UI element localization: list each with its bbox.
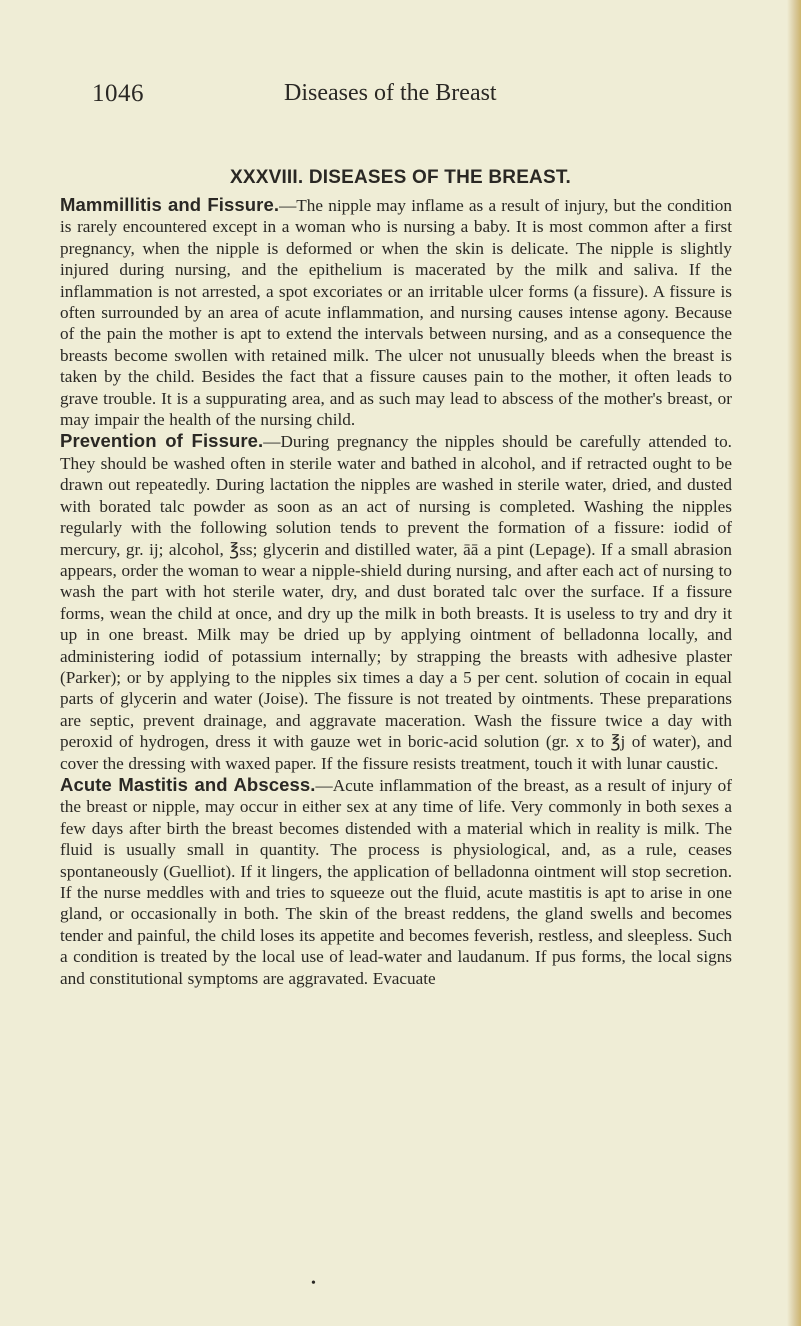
section-text: —During pregnancy the nipples should be carefully attended to. They should be washed often in sterile water and bathed in alcohol, and if retracted ought to be drawn out repeatedly. During lactation the nipples are washed in sterile water, dried, and dusted with borated talc powder as soon as an act of nursing is completed. Washing the nipples regularly with the following solution tends to prevent the formation of a fissure: iodid of mercury, gr. ij; alcohol, ℥ss; glycerin and distilled water, āā a pint (Lepage). If a small abrasion appears, order the woman to wear a nipple-shield during nursing, and after each act of nursing to wash the part with hot sterile water, dry, and dust borated talc over the surface. If a fissure forms, wean the child at once, and dry up the milk in both breasts. It is useless to try and dry it up in one breast. Milk may be dried up by applying ointment of belladonna locally, and administering iodid of potassium internally; by strapping the breasts with adhesive plaster (Parker); or by applying to the nipples six times a day a 5 per cent. solution of cocain in equal parts of glycerin and water (Joise). The fissure is not treated by ointments. These preparations are septic, prevent drainage, and aggravate maceration. Wash the fissure twice a day with peroxid of hydrogen, dress it with gauze wet in boric-acid solution (gr. x to ℥j of water), and cover the dressing with waxed paper. If the fissure resists treatment, touch it with lunar caustic. [60,432,732,773]
section-text: —Acute inflammation of the breast, as a result of injury of the breast or nipple, may occur in either sex at any time of life. Very commonly in both sexes a few days after birth the breast becomes distended with a material which in reality is milk. The fluid is usually small in quantity. The process is physiological, and, as a rule, ceases spontaneously (Guelliot). If it lingers, the application of belladonna ointment will stop secretion. If the nurse meddles with and tries to squeeze out the fluid, acute mastitis is apt to arise in one gland, or occasionally in both. The skin of the breast reddens, the gland swells and becomes tender and painful, the child loses its appetite and becomes feverish, restless, and sleepless. Such a condition is treated by the local use of lead-water and laudanum. If pus forms, the local signs and constitutional symptoms are aggravated. Evacuate [60,775,732,988]
section-heading: Mammillitis and Fissure. [60,194,280,215]
chapter-title: XXXVIII. DISEASES OF THE BREAST. [229,167,572,188]
page-edge-shading [787,0,801,1326]
footer-mark: • [311,1276,316,1291]
section-heading: Prevention of Fissure. [60,430,264,452]
page-number: 1046 [92,80,144,107]
body-text [60,194,732,989]
section-prevention [60,430,732,774]
running-title: Diseases of the Breast [284,80,497,106]
section-mammillitis [60,194,732,430]
section-acute-mastitis [60,774,732,989]
section-text: —The nipple may inflame as a result of injury, but the condition is rarely encountered except in a woman who is nursing a baby. It is most common after a first pregnancy, when the nipple is deformed or when the skin is delicate. The nipple is slightly injured during nursing, and the epithelium is macerated by the milk and saliva. If the inflammation is not arrested, a spot excoriates or an irritable ulcer forms (a fissure). A fissure is often surrounded by an area of acute inflammation, and nursing causes intense agony. Because of the pain the mother is apt to extend the intervals between nursing, and as a consequence the breasts become swollen with retained milk. The ulcer not unusually bleeds when the breast is taken by the child. Besides the fact that a fissure causes pain to the mother, it often leads to grave trouble. It is a suppurating area, and as such may lead to abscess of the mother's breast, or may impair the health of the nursing child. [60,196,732,430]
page-header [92,80,732,120]
section-heading: Acute Mastitis and Abscess. [60,773,316,795]
